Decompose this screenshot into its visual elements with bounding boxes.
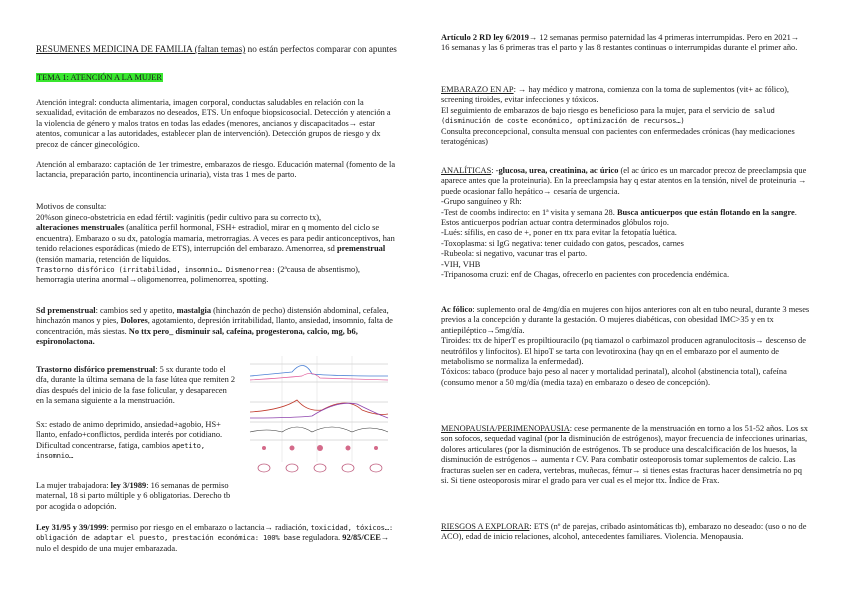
ley31-bold2: 92/85/CEE	[342, 533, 381, 543]
art-bold: Artículo 2 RD ley 6/2019	[441, 33, 529, 42]
an-list-5: -Rubeola: si negativo, vacunar tras el parto.	[441, 249, 588, 259]
meno-heading: MENOPAUSIA/PERIMENOPAUSIA	[441, 424, 570, 433]
uterus-icon	[314, 464, 326, 472]
an-list-4: -Toxoplasma: si IgG negativa: tener cuidado con gatos, pescados, carnes	[441, 238, 684, 248]
motivos-text1: (analítica perfil hormonal, FSH+ estradiol, mirar en q momento del ciclo se encuentra). Embarazo o su dx, patología mamaria, metrorragias. A veces es para pedir anticonceptivos, han tenido relaciones esporádicas (miedo de ETS), interrupción del embarazo. Amenorrea, sd	[36, 223, 395, 254]
follicle-icon	[262, 446, 266, 450]
follicle-icon	[317, 445, 323, 451]
motivos-bold2: premenstrual	[336, 244, 386, 254]
follicle-icon	[290, 446, 295, 451]
riesgos-paragraph	[441, 522, 811, 543]
lab-text2: : 16 semanas de permiso maternal, 18 si parto múltiple y 6 obligatorias. Derecho tb por acogida o adopción.	[36, 481, 231, 511]
emb-heading: EMBARAZO EN AP	[441, 85, 514, 94]
an-heading: ANALÍTICAS	[441, 166, 492, 175]
motivos-text3: (2ªcausa de absentismo), hemorragia uterina anormal→oligomenorrea, polimenorrea, spotting.	[36, 265, 361, 285]
motivos-mono: Trastorno disfórico (irritabilidad, insomnio… Dismenorrea:	[36, 265, 276, 275]
sd-premenstrual-paragraph	[36, 306, 398, 348]
sdpm-text3: , agotamiento, depresión irritabilidad, llanto, ansiedad, insomnio, falta de concentración, más siestas.	[36, 316, 393, 336]
sdpm-bold1: Sd premenstrual	[36, 306, 96, 315]
hormone-cycle-diagram	[242, 352, 392, 482]
sdpm-text1: : cambios sed y apetito,	[95, 306, 177, 315]
uterus-icon	[342, 464, 354, 472]
section-heading-tema1	[36, 73, 163, 83]
ley31-mono: toxicidad, tóxicos…: obligación de adaptar el puesto, prestación económica: 100% base	[36, 523, 393, 543]
menopausia-paragraph	[441, 424, 811, 486]
embarazo-ap-paragraph	[441, 85, 811, 147]
motivos-paragraph	[36, 213, 398, 286]
an-list-1: -Grupo sanguíneo y Rh:	[441, 197, 522, 207]
art-text: → 12 semanas permiso paternidad las 4 primeras interrumpidas. Pero en 2021→ 16 semanas y las 6 primeras tras el parto y las 8 restantes continuas o interrumpidas durante el primer año.	[441, 33, 800, 53]
motivos-text2: (tensión mamaria, retención de líquidos.	[36, 254, 171, 264]
uterus-icon	[258, 464, 270, 472]
motivos-heading: Motivos de consulta:	[36, 202, 107, 211]
ley31-text1: : permiso por riesgo en el embarazo o lactancia→ radiación,	[106, 523, 311, 532]
motivos-bold1: alteraciones menstruales	[36, 223, 125, 233]
tdpm-sx-paragraph	[36, 420, 241, 462]
tdpm-sx-mono: apetito, insomnio…	[36, 440, 205, 461]
ries-heading: RIESGOS A EXPLORAR	[441, 522, 530, 531]
uterus-icon	[370, 464, 382, 472]
follicle-icon	[346, 446, 351, 451]
motivos-line1: 20%son gineco-obstetricia en edad fértil: vaginitis (pedir cultivo para su correcto tx),	[36, 213, 322, 222]
tdpm-text: : 5 sx durante todo el dfa, durante la última semana de la fase lútea que remiten 2 días después del inicio de la fase folicular, y desaparecen en la semana siguiente a la menstruación.	[36, 365, 236, 406]
doc-title-main: RESUMENES MEDICINA DE FAMILIA (faltan temas)	[36, 44, 246, 54]
ac-text1: : suplemento oral de 4mg/día en mujeres con hijos anteriores con alt en tubo neural, durante 3 meses previos a la concepción y durante la gestación. O mujeres diabéticas, con obesidad IMC>35 y en tx antiepiléptico→5mg/día.	[441, 305, 810, 335]
sdpm-bold4: No ttx pero_ disminuir sal, cafeína, progesterona, calcio, mg, b6, espironolactona.	[36, 326, 358, 347]
lab-bold1: ley 3/1989	[110, 481, 147, 490]
doc-title-note: no están perfectos comparar con apuntes	[245, 44, 397, 54]
an-text1: : -	[491, 166, 499, 175]
emb-text3: Consulta preconcepcional, consulta mensual con pacientes con enfermedades crónicas (hay medicaciones teratogénicas)	[441, 126, 795, 147]
an-list-3: -Lués: sífilis, en caso de +, poner en ttx para evitar la fetopatía luética.	[441, 228, 677, 238]
sdpm-bold2: mastalgia	[176, 306, 212, 315]
lh-curve	[250, 365, 388, 376]
tdpm-paragraph	[36, 365, 236, 407]
sdpm-text2: (hinchazón de pecho) distensión abdominal, cefalea, hinchazón manos y pies,	[36, 306, 389, 326]
an-list-2-text2: . Estos anticuerpos podrían actuar contra determinados glóbulos rojo.	[441, 207, 797, 228]
paragraph-atencion-embarazo: Atención al embarazo: captación de 1er trimestre, embarazos de riesgo. Educación maternal (fomento de la lactancia, preparación parto, incontinencia urinaria), vista tras 1 mes de parto.	[36, 160, 396, 180]
an-list-6: -VIH, VHB	[441, 259, 481, 269]
ac-bold: Ac fólico	[441, 305, 473, 314]
doc-title	[36, 44, 406, 55]
emb-mono: de salud (disminución de coste económico, optimización de recursos…)	[441, 105, 775, 126]
ries-text: : ETS (nº de parejas, cribado asintomáticas tb), embarazo no deseado: (uso o no de ACO), edad de inicio relaciones, alcohol, antecedentes familiares. Violencia. Menopausia.	[441, 522, 807, 542]
meno-text: : cese permanente de la menstruación en torno a los 51-52 años. Los sx son sofocos, sequedad vaginal (por la disminución de estrógenos), mayor frecuencia de infecciones urinarias, dolores articulares (por la disminución de estrógenos. Tb se produce una descalcificación de los huesos, la disminución de estrógenos→ aumenta r CV. Para combatir osteoporosis tomar suplementos de calcio. Las fracturas suelen ser en cadera, vertebras, muñecas, fémur→ si tienes estas fracturas hacer densimetría no pq si. Si tiene osteoporosis mirar el grado para ver cual es el mejor ttx. Índice de Frax.	[441, 424, 808, 486]
emb-text1: : → hay médico y matrona, comienza con la toma de suplementos (vit+ ac fólico), screening tiroides, evitar infecciones y tóxicos.	[441, 85, 790, 105]
ley-31-95-paragraph	[36, 523, 398, 554]
lab-text1: La mujer trabajadora:	[36, 481, 111, 490]
an-text2: (el ac úrico es un marcador precoz de preeclampsia que aparece antes que la proteinuria). En la preeclampsia hay q estar atentos en la tensión, nivel de proteinuria → puede ocasionar fallo hepático→ cesaría de urgencia.	[441, 166, 807, 196]
ley31-bold1: Ley 31/95 y 39/1999	[36, 523, 107, 532]
an-list-7: -Tripanosoma cruzi: enf de Chagas, ofrecerlo en pacientes con procedencia endémica.	[441, 270, 730, 280]
an-bold1: glucosa, urea, creatinina, ac úrico	[498, 166, 619, 175]
an-list-2-bold: Busca anticuerpos que están flotando en la sangre	[616, 207, 795, 217]
ley31-text3: → nulo el despido de una mujer embarazada.	[36, 533, 390, 553]
tema1-highlight: TEMA 1: ATENCIÓN A LA MUJER	[37, 73, 162, 82]
tdpm-bold: Trastorno disfórico premenstrual	[36, 365, 156, 374]
analiticas-paragraph	[441, 166, 811, 280]
sdpm-bold3: Dolores	[120, 316, 148, 326]
ac-folico-paragraph	[441, 305, 811, 388]
tdpm-sx-text: Sx: estado de animo deprimido, ansiedad+agobio, HS+ llanto, enfado+conflictos, perdida interés por cotidiano. Dificultad concentrarse, fatiga, cambios	[36, 420, 223, 450]
ac-text3: Tóxicos: tabaco (produce bajo peso al nacer y mortalidad perinatal), alcohol (abstinencia total), cafeína (consumo menor a 50 mg/día (media taza) en embarazo o deseo de concepción).	[441, 367, 787, 387]
articulo-2-paragraph	[441, 33, 806, 54]
ley31-text2: reguladora.	[300, 533, 343, 543]
ac-text2: Tiroides: ttx de hiperT es propiltiouracilo (pq tiamazol o carbimazol producen agranulocitosis→ descenso de neutrófilos y linfocitos). El hipoT se tarta con levotiroxina (hay qn en el embarazo por el aumento de metabolismo se normaliza la enfermedad).	[441, 336, 806, 367]
temperature-curve	[250, 427, 388, 432]
emb-text2: El seguimiento de embarazos de bajo riesgo es beneficioso para la mujer, para el servicio	[441, 105, 742, 115]
uterus-icon	[286, 464, 298, 472]
follicle-icon	[374, 446, 378, 450]
mujer-trabajadora-paragraph	[36, 481, 236, 512]
an-list-2-text: -Test de coombs indirecto: en 1ª visita y semana 28.	[441, 207, 617, 217]
paragraph-atencion-integral: Atención integral: conducta alimentaria, imagen corporal, conductas saludables en relación con la sexualidad, evitación de embarazos no deseados, ETS. Un enfoque biopsicosocial. Detección y atención a la violencia de género y malos tratos en todas las edades (menores, ancianos y discapacitados→ estar atentos, comunicar a las autoridades, establecer plan de intervención). Detección grupos de riesgo y dx precoz de cáncer ginecológico.	[36, 98, 391, 149]
